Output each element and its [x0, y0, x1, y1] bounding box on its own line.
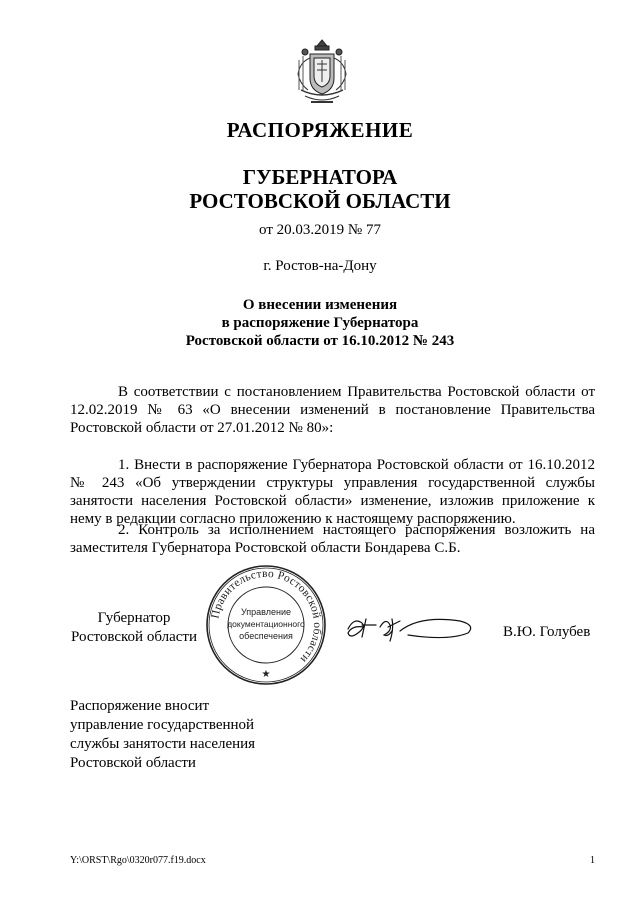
document-date: от 20.03.2019 № 77	[259, 222, 381, 238]
signatory-position	[70, 609, 198, 647]
stamp-ring-text: Правительство Ростовской области	[209, 567, 324, 666]
note-line-1: Распоряжение вносит	[70, 698, 210, 714]
handwritten-signature	[340, 607, 480, 651]
subject-line-2: в распоряжение Губернатора	[221, 315, 419, 331]
stamp-center-line-1: Управление	[240, 607, 292, 617]
paragraph-item-2: 2. Контроль за исполнением настоящего распоряжения возложить на заместителя Губернатора Ростовской области Бондарева С.Б.	[70, 522, 595, 556]
paragraph-preamble: В соответствии с постановлением Правительства Ростовской области от 12.02.2019 № 63 «О внесении изменений в постановление Правительства Ростовской области от 27.01.2012 № 80»:	[70, 384, 595, 436]
note-line-4: Ростовской области	[70, 755, 196, 771]
official-stamp	[204, 563, 328, 687]
coat-of-arms-icon	[293, 38, 351, 110]
footer-page-number: 1	[590, 855, 595, 866]
document-type-title: РАСПОРЯЖЕНИЕ	[226, 118, 414, 142]
subject-line-1: О внесении изменения	[242, 297, 398, 313]
signatory-position-line-1: Губернатор	[97, 610, 171, 626]
issuer-line-1: ГУБЕРНАТОРА	[242, 165, 398, 189]
document-subject	[0, 296, 640, 350]
signatory-name: В.Ю. Голубев	[503, 624, 591, 640]
note-line-2: управление государственной	[70, 717, 255, 733]
subject-line-3: Ростовской области от 16.10.2012 № 243	[185, 333, 455, 349]
note-line-3: службы занятости населения	[70, 736, 256, 752]
issuer-title	[0, 165, 640, 213]
footer-file-path: Y:\ORST\Rgo\0320r077.f19.docx	[70, 855, 206, 866]
submitted-by-note	[70, 697, 330, 773]
paragraph-item-1: 1. Внести в распоряжение Губернатора Ростовской области от 16.10.2012 № 243 «Об утверждении структуры управления государственной службы занятости населения Ростовской области» изменение, изложив приложение к нему в редакции согласно приложению к настоящему распоряжению.	[70, 457, 595, 527]
stamp-center-line-3: обеспечения	[239, 631, 293, 641]
document-city: г. Ростов-на-Дону	[263, 258, 377, 274]
signatory-position-line-2: Ростовской области	[71, 629, 197, 645]
stamp-star-icon: ★	[261, 669, 271, 680]
issuer-line-2: РОСТОВСКОЙ ОБЛАСТИ	[189, 189, 451, 213]
stamp-center-line-2: документационного	[227, 619, 305, 629]
